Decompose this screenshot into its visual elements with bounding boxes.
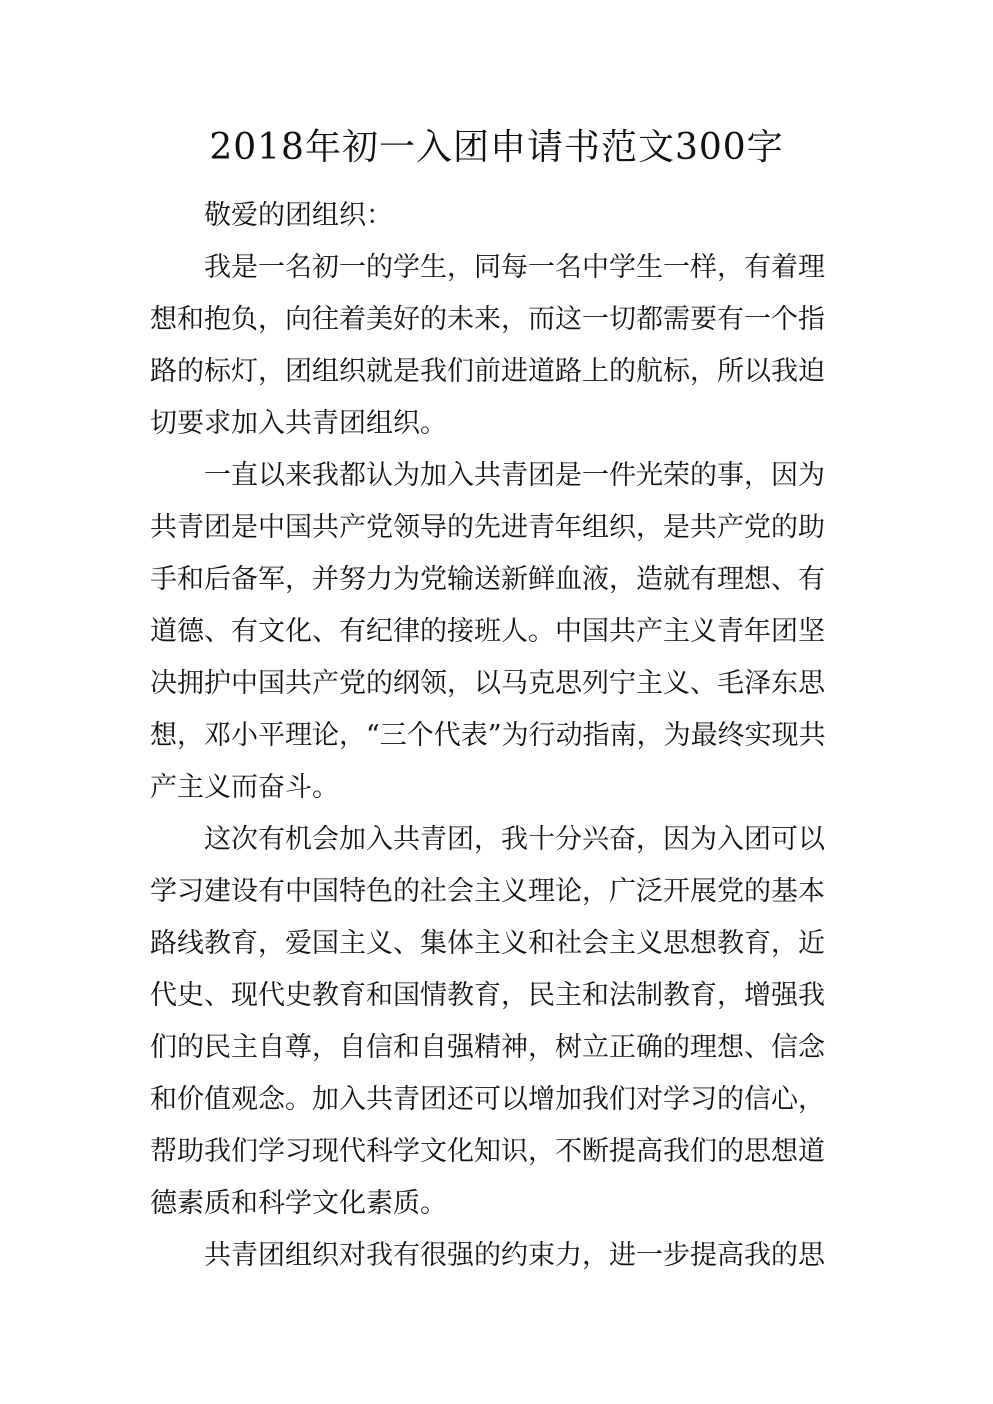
paragraph-3-line-6: 和价值观念。加入共青团还可以增加我们对学习的信心，	[150, 1084, 825, 1115]
paragraph-2-line-6: 想，邓小平理论，“三个代表”为行动指南，为最终实现共	[150, 720, 826, 751]
paragraph-2-line-3: 手和后备军，并努力为党输送新鲜血液，造就有理想、有	[150, 564, 825, 595]
document-title: 2018年初一入团申请书范文300字	[209, 127, 784, 168]
paragraph-3-line-4: 代史、现代史教育和国情教育，民主和法制教育，增强我	[150, 980, 825, 1011]
paragraph-3-line-1: 这次有机会加入共青团，我十分兴奋，因为入团可以	[204, 824, 825, 855]
paragraph-3-line-8: 德素质和科学文化素质。	[150, 1188, 447, 1219]
paragraph-1-line-1: 我是一名初一的学生，同每一名中学生一样，有着理	[204, 252, 825, 283]
paragraph-3-line-2: 学习建设有中国特色的社会主义理论，广泛开展党的基本	[150, 876, 825, 907]
paragraph-2-line-7: 产主义而奋斗。	[150, 772, 339, 803]
paragraph-3-line-3: 路线教育，爱国主义、集体主义和社会主义思想教育，近	[150, 928, 825, 959]
paragraph-2-line-2: 共青团是中国共产党领导的先进青年组织，是共产党的助	[150, 512, 825, 543]
paragraph-2-line-1: 一直以来我都认为加入共青团是一件光荣的事，因为	[204, 460, 825, 491]
paragraph-3-line-5: 们的民主自尊，自信和自强精神，树立正确的理想、信念	[150, 1032, 825, 1063]
paragraph-3-line-7: 帮助我们学习现代科学文化知识，不断提高我们的思想道	[150, 1136, 825, 1167]
paragraph-2-line-4: 道德、有文化、有纪律的接班人。中国共产主义青年团坚	[150, 616, 825, 647]
document-body	[150, 190, 840, 1282]
paragraph-1-line-3: 路的标灯，团组织就是我们前进道路上的航标，所以我迫	[150, 356, 825, 387]
salutation: 敬爱的团组织：	[204, 200, 393, 231]
paragraph-1-line-4: 切要求加入共青团组织。	[150, 408, 447, 439]
paragraph-2-line-5: 决拥护中国共产党的纲领，以马克思列宁主义、毛泽东思	[150, 668, 825, 699]
paragraph-1-line-2: 想和抱负，向往着美好的未来，而这一切都需要有一个指	[150, 304, 825, 335]
paragraph-4-line-1: 共青团组织对我有很强的约束力，进一步提高我的思	[204, 1240, 825, 1271]
